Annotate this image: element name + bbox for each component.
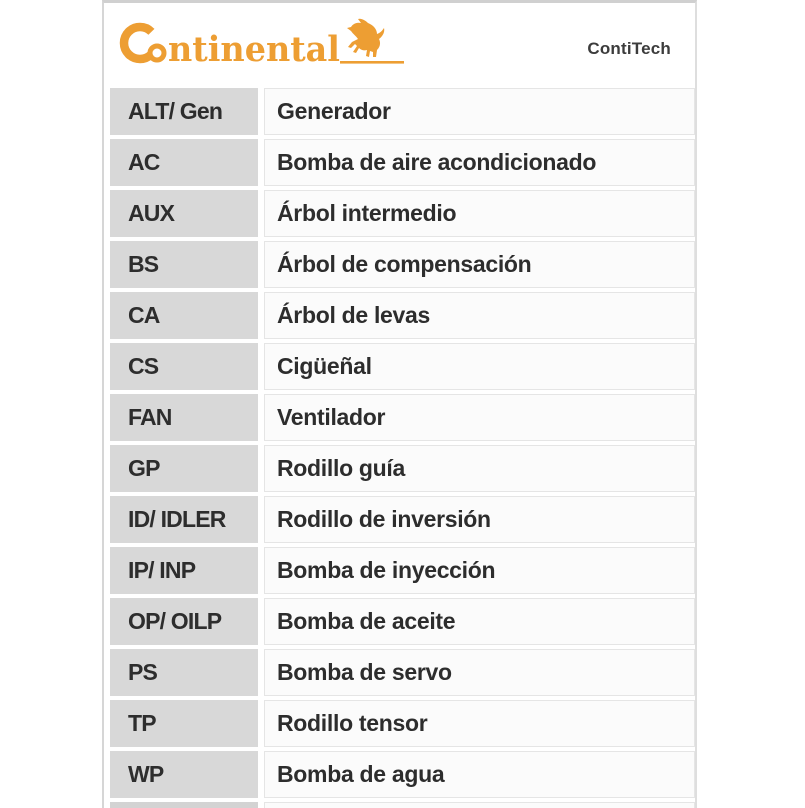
abbr-cell: OP/ OILP	[110, 598, 258, 645]
desc-cell: Generador	[264, 88, 695, 135]
table-row	[110, 190, 695, 237]
logo-underline	[340, 61, 404, 64]
desc-cell: Bomba de agua	[264, 751, 695, 798]
abbr-cell: ID/ IDLER	[110, 496, 258, 543]
table-row	[110, 751, 695, 798]
table-row-partial	[110, 802, 695, 808]
table-row	[110, 496, 695, 543]
abbr-cell: WP	[110, 751, 258, 798]
logo-wordmark: ntinental	[168, 29, 340, 70]
desc-cell: Rodillo de inversión	[264, 496, 695, 543]
continental-o-icon	[150, 46, 164, 60]
table-row	[110, 649, 695, 696]
continental-logo	[118, 13, 418, 75]
horse-icon	[347, 19, 384, 57]
abbr-cell: BS	[110, 241, 258, 288]
table-row	[110, 547, 695, 594]
abbr-cell: PS	[110, 649, 258, 696]
desc-cell: Bomba de aceite	[264, 598, 695, 645]
desc-cell: Árbol de compensación	[264, 241, 695, 288]
abbr-cell: ALT/ Gen	[110, 88, 258, 135]
document-page	[102, 0, 697, 808]
abbr-cell: CS	[110, 343, 258, 390]
desc-cell: Árbol intermedio	[264, 190, 695, 237]
abbr-cell	[110, 802, 258, 808]
desc-cell: Cigüeñal	[264, 343, 695, 390]
desc-cell: Bomba de aire acondicionado	[264, 139, 695, 186]
table-row	[110, 445, 695, 492]
abbr-cell: TP	[110, 700, 258, 747]
header	[104, 3, 695, 88]
desc-cell: Bomba de inyección	[264, 547, 695, 594]
abbr-cell: AUX	[110, 190, 258, 237]
desc-cell: Bomba de servo	[264, 649, 695, 696]
desc-cell	[264, 802, 695, 808]
desc-cell: Rodillo tensor	[264, 700, 695, 747]
table-row	[110, 394, 695, 441]
table-row	[110, 139, 695, 186]
table-row	[110, 343, 695, 390]
table-row	[110, 292, 695, 339]
desc-cell: Ventilador	[264, 394, 695, 441]
desc-cell: Rodillo guía	[264, 445, 695, 492]
abbr-cell: FAN	[110, 394, 258, 441]
abbr-cell: AC	[110, 139, 258, 186]
table-row	[110, 88, 695, 135]
abbr-cell: IP/ INP	[110, 547, 258, 594]
legend-rows	[110, 88, 695, 798]
contitech-label: ContiTech	[587, 39, 671, 58]
abbr-cell: GP	[110, 445, 258, 492]
abbr-cell: CA	[110, 292, 258, 339]
table-row	[110, 598, 695, 645]
table-row	[110, 700, 695, 747]
table-row	[110, 241, 695, 288]
desc-cell: Árbol de levas	[264, 292, 695, 339]
legend-table	[104, 88, 695, 808]
